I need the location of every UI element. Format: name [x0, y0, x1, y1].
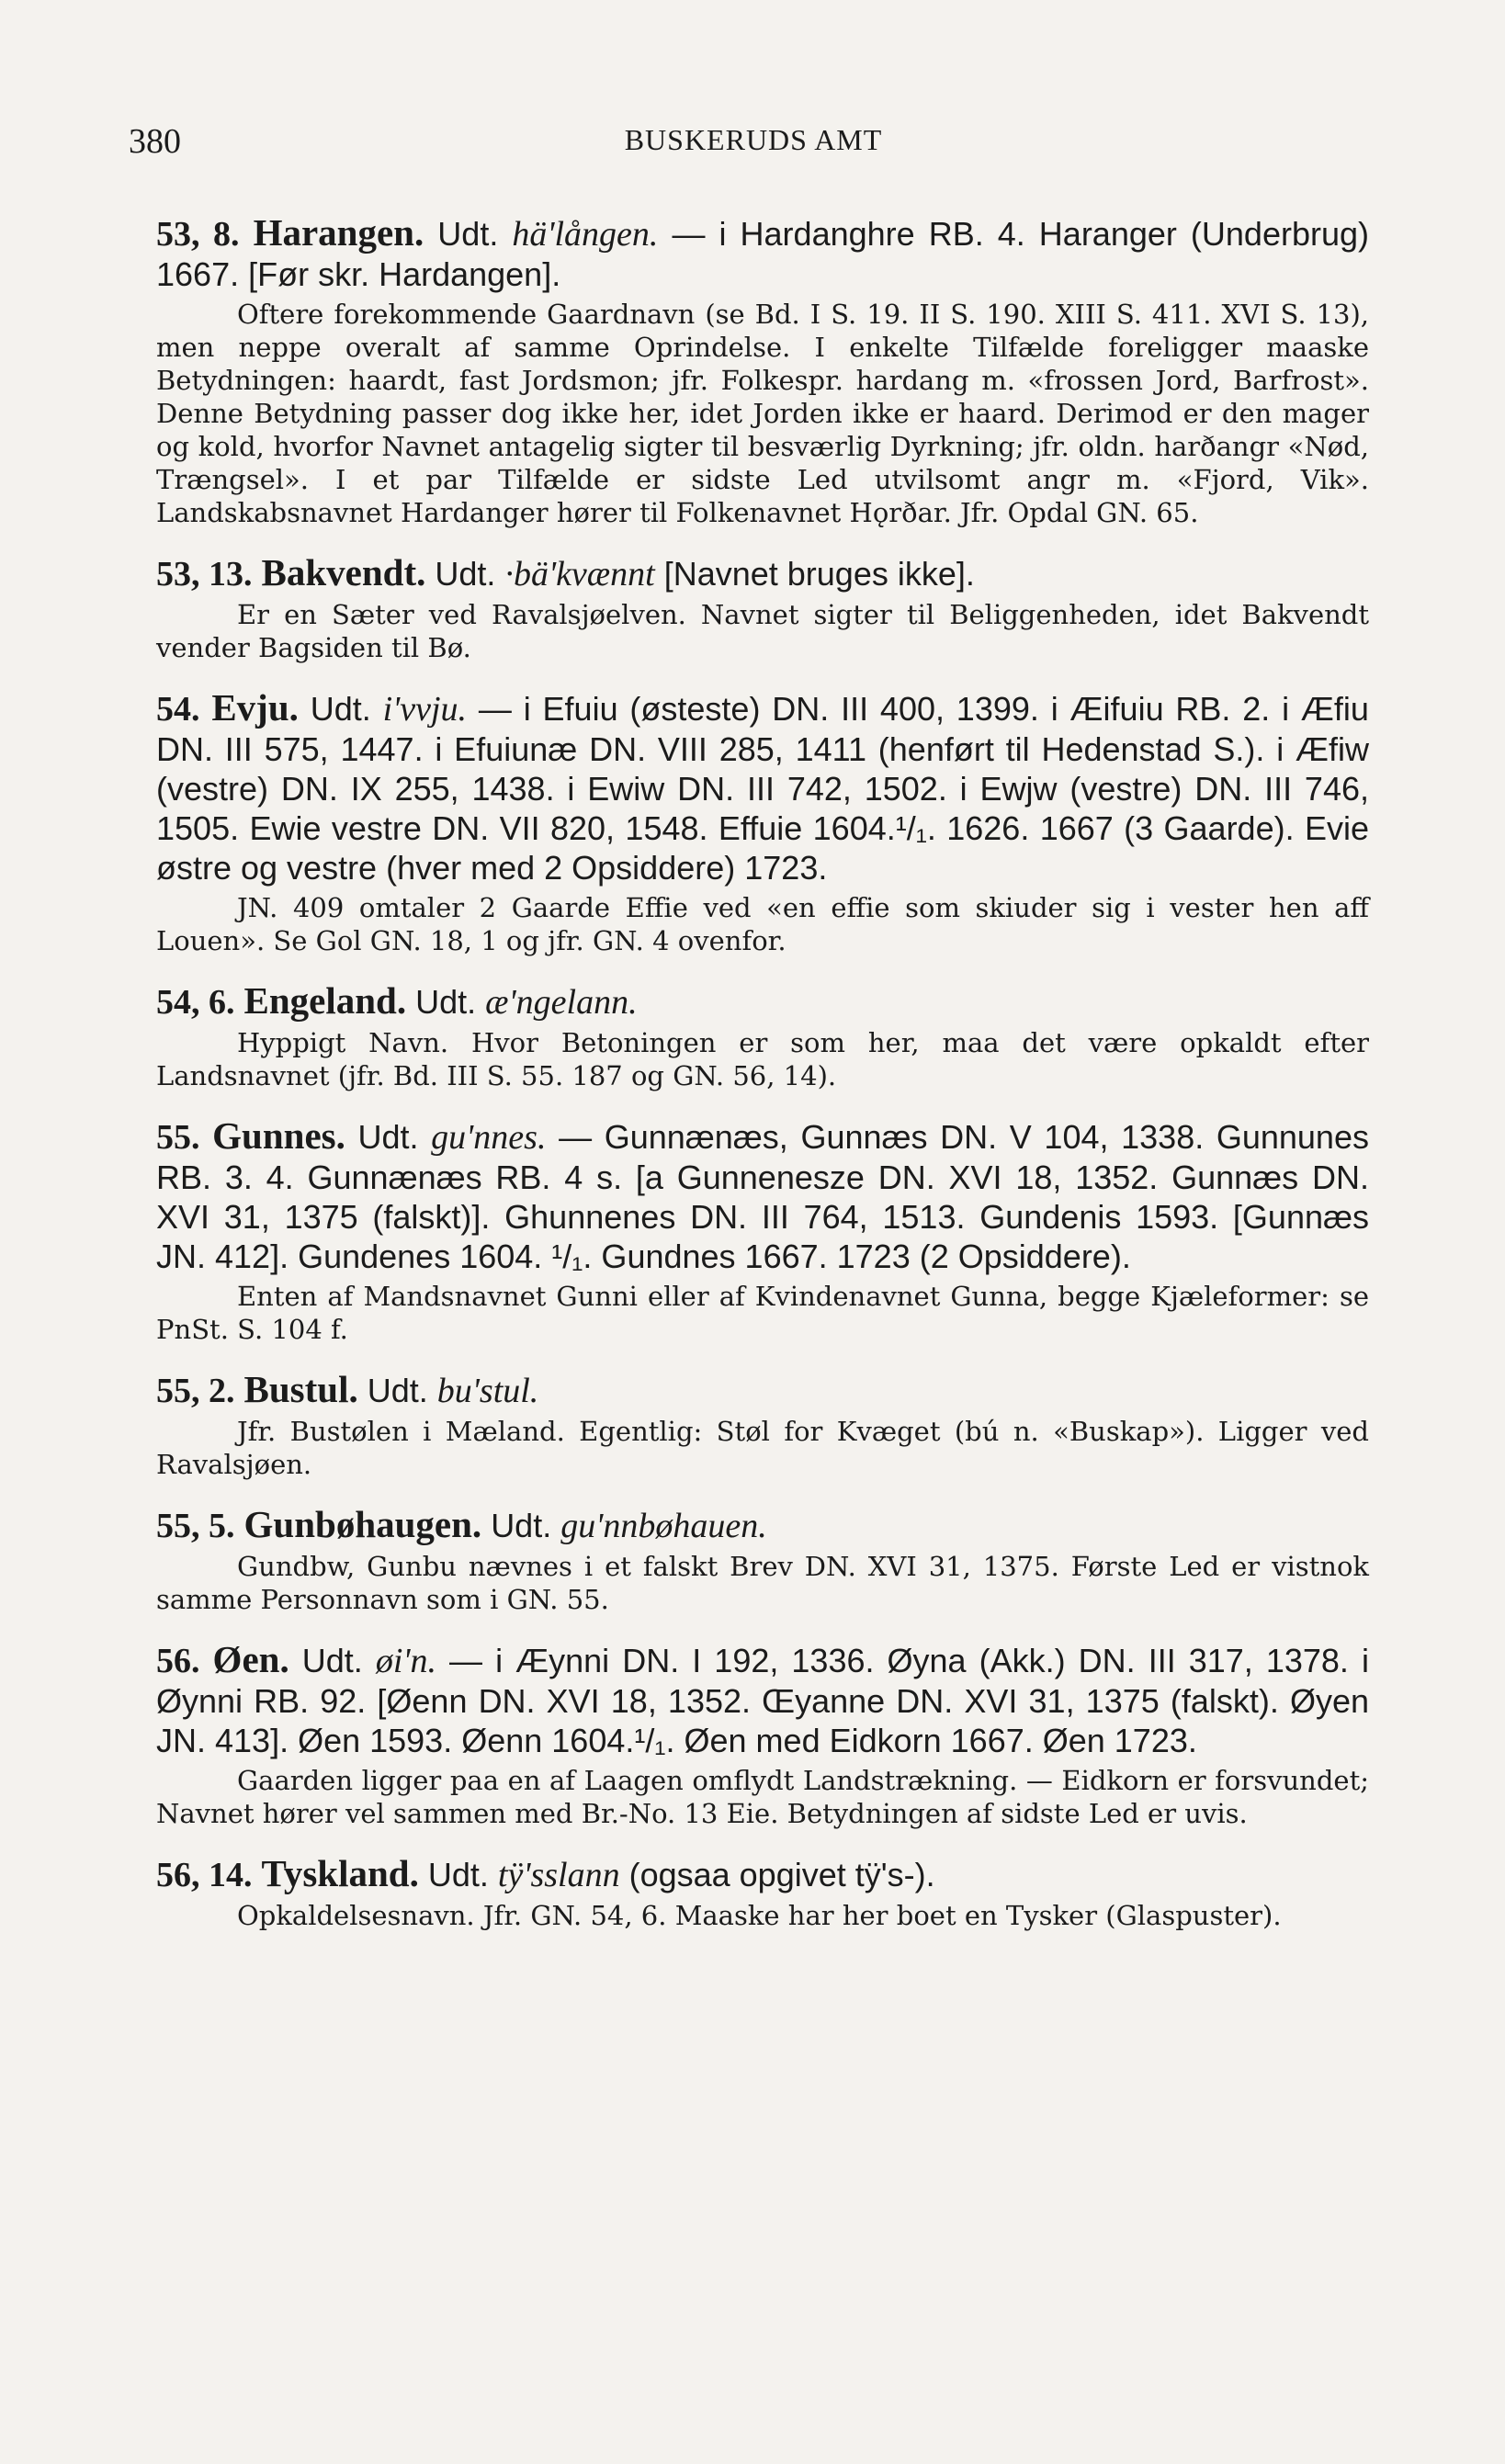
- entry-text: — Gunnænæs, Gunnæs DN. V 104, 1338. Gunnunes RB. 3. 4. Gunnænæs RB. 4 s. [a Gunnenesze DN. XVI 18, 1352. Gunnæs DN. XVI 31, 1375 (falskt)]. Ghunnenes DN. III 764, 1513. Gundenis 1593. [Gunnæs JN. 412]. Gundenes 1604. ¹/₁. Gundnes 1667. 1723 (2 Opsiddere).: [156, 1118, 1369, 1275]
- entry-main: [156, 1640, 1369, 1760]
- entry: [156, 213, 1369, 529]
- pronunciation: bu'stul.: [436, 1372, 539, 1410]
- pronunciation: tÿ'sslann: [497, 1856, 620, 1894]
- entry-text: — i Efuiu (østeste) DN. III 400, 1399. i Æifuiu RB. 2. i Æfiu DN. III 575, 1447. i Efuiunæ DN. VIII 285, 1411 (henført til Hedenstad S.). i Æfiw (vestre) DN. IX 255, 1438. i Ewiw DN. III 742, 1502. i Ewjw (vestre) DN. III 746, 1505. Ewie vestre DN. VII 820, 1548. Effuie 1604.¹/₁. 1626. 1667 (3 Gaarde). Evie østre og vestre (hver med 2 Opsiddere) 1723.: [156, 690, 1369, 887]
- pronunciation: gu'nnes.: [431, 1118, 547, 1157]
- entry-number: 53, 13.: [156, 555, 253, 593]
- entry-number: 55.: [156, 1118, 200, 1157]
- entry-number: 54.: [156, 690, 200, 729]
- entry-name: Øen.: [212, 1638, 289, 1680]
- entry-number: 56, 14.: [156, 1856, 253, 1894]
- entry: [156, 1505, 1369, 1616]
- entry-text: — i Hardanghre RB. 4. Haranger (Underbrug) 1667. [Før skr. Hardangen].: [156, 215, 1370, 293]
- pronunciation: æ'ngelann.: [485, 983, 638, 1022]
- entry: [156, 1116, 1369, 1346]
- entry-text: (ogsaa opgivet tÿ's-).: [619, 1856, 935, 1893]
- entry-number: 55, 2.: [156, 1372, 235, 1410]
- entry-text: — i Æynni DN. I 192, 1336. Øyna (Akk.) DN. III 317, 1378. i Øynni RB. 92. [Øenn DN. XVI 18, 1352. Œyanne DN. XVI 31, 1375 (falskt). Øyen JN. 413]. Øen 1593. Øenn 1604.¹/₁. Øen med Eidkorn 1667. Øen 1723.: [156, 1642, 1369, 1759]
- udt-label: Udt.: [437, 215, 499, 253]
- entry-name: Engeland.: [243, 979, 407, 1022]
- entry-main: [156, 1854, 1369, 1895]
- udt-label: Udt.: [357, 1118, 419, 1156]
- udt-label: Udt.: [435, 555, 496, 593]
- entry-number: 54, 6.: [156, 983, 235, 1022]
- entry-note: Er en Sæter ved Ravalsjøelven. Navnet sigter til Beliggenheden, idet Bakvendt vender Bagsiden til Bø.: [156, 599, 1369, 663]
- entry-note: Oftere forekommende Gaardnavn (se Bd. I S. 19. II S. 190. XIII S. 411. XVI S. 13), men neppe overalt af samme Oprindelse. I enkelte Tilfælde foreligger maaske Betydningen: haardt, fast Jordsmon; jfr. Folkespr. hardang m. «frossen Jord, Barfrost». Denne Betydning passer dog ikke her, idet Jorden ikke er haard. Derimod er den mager og kold, hvorfor Navnet antagelig sigter til besværlig Dyrkning; jfr. oldn. harðangr «Nød, Trængsel». I et par Tilfælde er sidste Led utvilsomt angr m. «Fjord, Vik». Landskabsnavnet Hardanger hører til Folkenavnet Hǫrðar. Jfr. Opdal GN. 65.: [156, 299, 1369, 528]
- entry-number: 56.: [156, 1642, 200, 1680]
- entry: [156, 553, 1369, 664]
- page-header: [129, 121, 1378, 167]
- pronunciation: i'vvju.: [382, 690, 468, 729]
- entry-text: [Navnet bruges ikke].: [654, 555, 975, 593]
- entry-number: 53, 8.: [156, 215, 240, 254]
- entry-note: Jfr. Bustølen i Mæland. Egentlig: Støl for Kvæget (bú n. «Buskap»). Ligger ved Ravalsjøen.: [156, 1416, 1369, 1480]
- pronunciation: hä'lången.: [512, 215, 659, 254]
- entry-name: Harangen.: [253, 211, 424, 254]
- udt-label: Udt.: [367, 1372, 428, 1409]
- entry-number: 55, 5.: [156, 1507, 235, 1545]
- entry-main: [156, 213, 1369, 294]
- entry-name: Evju.: [211, 686, 299, 729]
- running-title: BUSKERUDS AMT: [624, 123, 883, 156]
- entry-name: Gunnes.: [212, 1114, 345, 1157]
- entry-name: Bustul.: [243, 1368, 358, 1410]
- pronunciation: gu'nnbøhauen.: [560, 1507, 767, 1545]
- udt-label: Udt.: [310, 690, 371, 728]
- entry-main: [156, 1370, 1369, 1411]
- entry-main: [156, 553, 1369, 594]
- entries-list: [156, 213, 1369, 1956]
- entry-note: Opkaldelsesnavn. Jfr. GN. 54, 6. Maaske har her boet en Tysker (Glaspuster).: [237, 1900, 1282, 1931]
- entry-note: JN. 409 omtaler 2 Gaarde Effie ved «en effie som skiuder sig i vester hen aff Louen». Se Gol GN. 18, 1 og jfr. GN. 4 ovenfor.: [156, 892, 1369, 956]
- entry-note: Hyppigt Navn. Hvor Betoningen er som her, maa det være opkaldt efter Landsnavnet (jfr. Bd. III S. 55. 187 og GN. 56, 14).: [156, 1027, 1369, 1091]
- entry-main: [156, 688, 1369, 887]
- pronunciation: ·bä'kvænnt: [504, 555, 655, 593]
- entry-name: Gunbøhaugen.: [243, 1503, 482, 1545]
- entry-name: Bakvendt.: [261, 551, 426, 593]
- udt-label: Udt.: [491, 1507, 552, 1544]
- entry: [156, 1854, 1369, 1932]
- udt-label: Udt.: [415, 983, 477, 1021]
- udt-label: Udt.: [301, 1642, 363, 1679]
- entry-main: [156, 1505, 1369, 1546]
- entry: [156, 981, 1369, 1092]
- entry: [156, 688, 1369, 957]
- entry-note: Gundbw, Gunbu nævnes i et falskt Brev DN. XVI 31, 1375. Første Led er vistnok samme Personnavn som i GN. 55.: [156, 1551, 1369, 1615]
- entry-note: Enten af Mandsnavnet Gunni eller af Kvindenavnet Gunna, begge Kjæleformer: se PnSt. S. 104 f.: [156, 1281, 1369, 1345]
- page-number: 380: [129, 122, 181, 161]
- entry-note: Gaarden ligger paa en af Laagen omflydt Landstrækning. — Eidkorn er forsvundet; Navnet hører vel sammen med Br.-No. 13 Eie. Betydningen af sidste Led er uvis.: [156, 1765, 1369, 1829]
- pronunciation: øi'n.: [375, 1642, 437, 1680]
- udt-label: Udt.: [427, 1856, 489, 1893]
- entry-main: [156, 1116, 1369, 1276]
- entry-main: [156, 981, 1369, 1023]
- entry: [156, 1370, 1369, 1481]
- entry: [156, 1640, 1369, 1830]
- entry-name: Tyskland.: [261, 1852, 419, 1894]
